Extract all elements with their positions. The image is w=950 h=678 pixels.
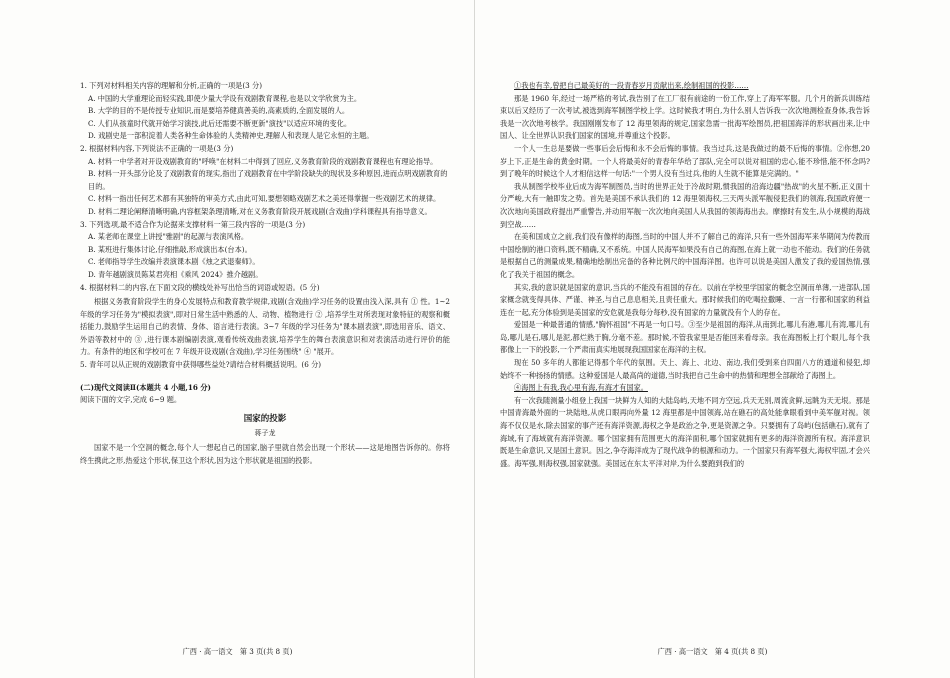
passage-paragraph: 国家不是一个空洞的概念,每个人一想起自己的国家,脑子里就自然会出现一个形状——这是地图告诉你的。你将终生携此之形,热爱这个形状,保卫这个形状,因为这个形状就是祖国的投影。 xyxy=(80,443,450,465)
passage-title: 国家的投影 xyxy=(243,413,287,424)
q5-stem: 5. 青年可以从正规的戏剧教育中获得哪些益处?请结合材料概括说明。(6 分) xyxy=(80,360,322,370)
right-page-footer: 广西 · 高一语文 第 4 页(共 8 页) xyxy=(657,647,768,656)
q3-option-c: C. 老师指导学生改编并表演课本剧《烛之武退秦师》。 xyxy=(88,257,260,267)
right-paragraph: 我从制图学校毕业后成为海军制图员,当时的世界正处于冷战时期,惯我国的沿海边疆"热战"的火星不断,正义面十分严峻,大有一触即发之势。首先是美国不承认我们的 12 海里领海权,三天两头派军舰侵犯我们的领海,我国政府便一次次地向美国政府提出严重警告,并动用军舰一次次地向美国人从我国的领海海出去。摩擦时有发生,从小规模的海战到空战…… xyxy=(500,181,870,229)
left-column xyxy=(80,80,450,467)
q1-option-b: B. 大学的目的不是传授专业知识,而是要培养健真善美的,高素质的,全面发展的人。 xyxy=(88,106,350,116)
q3-option-b: B. 某班进行集体讨论,仔细推敲,形成演出本(台本)。 xyxy=(88,244,252,254)
q2-option-d: D. 材料二理论阐释清晰明确,内容框架条理清晰,对在义务教育阶段开展戏剧(含戏曲)学科课程具有指导意义。 xyxy=(88,206,432,216)
right-paragraph: 一个人一生总是要做一些事后会后悔和永不会后悔的事情。我当过兵,这是我做过的最不后悔的事情。②你想,20 岁上下,正是生命的黄金时期。一个人将最美好的青春年华给了部队,完全可以说对祖国的忠心,能不珍惜,能不怀念吗?到了晚年的时候这个人才相信这样一句话:"一个男人没有当过兵,他的人生就不能算是完满的。" xyxy=(500,143,870,179)
right-column xyxy=(500,80,870,470)
q2-option-b: B. 材料一开头部分论及了戏剧教育的现实,指出了戏剧教育在中学阶段缺失的现状及多种原因,进而点明戏剧教育的目的。 xyxy=(88,169,448,191)
q4-passage: 根据义务教育阶段学生的身心发展特点和教育教学规律,戏剧(含戏曲)学习任务的设置由浅入深,具有 ① 性。1~2 年级的学习任务为"模拟表演",即对日常生活中熟悉的人、动物、植物进行 ② ,培养学生对所表现对象特征的观察和概括能力,鼓励学生运用自己的表情、身体、语言进行表演。3~7 年级的学习任务为"课本剧表演",即选用音乐、语文、外语等教材中的 ③ ,进行课本剧编剧表演,观看传统戏曲表演,培养学生的舞台表演意识和对表演活动进行评价的能力。有条件的地区和学校可在 7 年级开设戏剧(含戏曲),学习任务围绕" ④ "展开。 xyxy=(80,297,450,357)
q2-option-c: C. 材料一指出任何艺术都有其独特的审美方式,由此可知,要想领略戏剧艺术之美还得掌握一些戏剧艺术的规律。 xyxy=(88,194,441,204)
q3-stem: 3. 下列选项,最不适合作为论据来支撑材料一第三段内容的一项是(3 分) xyxy=(80,219,306,229)
passage-author: 蒋子龙 xyxy=(254,429,276,438)
q2-stem: 2. 根据材料内容,下列说法不正确的一项是(3 分) xyxy=(80,143,234,153)
q2-option-a: A. 材料一中学者对开设戏剧教育的"呼唤"在材料二中得到了回应,义务教育阶段的戏剧教育课程也有理论指导。 xyxy=(88,156,438,166)
q1-stem: 1. 下列对材料相关内容的理解和分析,正确的一项是(3 分) xyxy=(80,81,263,90)
right-paragraph: 其实,我的意识就是国家的意识,当兵的不能没有祖国的存在。以前在学校里学国家的概念空洞而单薄,一进部队,国家概念就变得具体、严谨、神圣,与自己息息相关,且责任重大。那时候我们的吃喝拉撒睡、一言一行都和国家的利益连在一起,充分体验到是美国家的安危就是我每分每秒,没有国家的力量就没有个人的存在。 xyxy=(500,282,870,317)
right-paragraph: 现在 50 多年的人都能记得那个年代的氛围。天上、海上、北边、南边,我们受到来自四面八方的通道和侵犯,却始终不一种扬扬的情感。这种爱国是人最高尚的道德,当时我把自己生命中的热情和理想全部献给了海图上。 xyxy=(500,358,870,380)
right-paragraph: 爱国是一种最普通的情感,"胸怀祖国"不再是一句口号。③至少是祖国的海洋,从南到北,哪儿有港,哪儿有湾,哪儿有岛,哪儿是石,哪儿是泥,都烂熟于胸,分毫不差。那时候,不管我家里是否能回来看母亲。我在海图板上打个眼儿,每个我都像上一下的投影,一个严肃而真实地展现我国国家在海洋的主权。 xyxy=(500,320,870,355)
q3-option-a: A. 某老师在课堂上讲授"雅剧"的起源与表演风格。 xyxy=(88,232,249,242)
right-paragraph: 有一次我随测量小组登上我国一块鲜为人知的大陆岛屿,天地不同方空远,兵天无别,周流贪鲜,远眺为天无垠。那是中国青海最外面的一块陆地,从虎口眼再向外量 12 海里都是中国领海,站在礁石的高处能拿眼看到中美军舰对视。领海不仅仅是水,除去国家的事产还有海洋资源,海权之争是政治之争,更是资源之争。只要拥有了岛屿(包括礁石),就有了海域,有了海域就有海洋资源。哪个国家拥有范围更大的海洋面积,哪个国家就拥有更多的海洋资源所有权。海洋意识既是生命意识,又是国土意识。因之,争夺海洋成为了现代战争的根源和动力。一个国家只有海军强大,海权牢固,才会兴盛。海军强,则海权强,国家就强。美国远在东太平洋对岸,为什么要跑到我们的 xyxy=(500,395,870,468)
right-paragraph: ④海图上有我,我心里有海,有海才有国家。 xyxy=(514,383,648,393)
q1-option-a: A. 中国的大学重理论而轻实践,即使少量大学设有戏剧教育课程,也是以文学欣赏为主。 xyxy=(88,93,362,103)
section-instruction: 阅读下面的文字,完成 6~9 题。 xyxy=(80,395,182,405)
right-paragraph: ①我也有幸,曾把自己最美好的一段青春岁月贡献出来,绘制祖国的投影…… xyxy=(514,81,749,90)
q1-option-d: D. 戏剧史是一部积淀着人类各种生命体验的人类精神史,理解人和表现人是它永恒的主题。 xyxy=(88,131,374,141)
left-page-footer: 广西 · 高一语文 第 3 页(共 8 页) xyxy=(182,647,293,656)
q1-option-c: C. 人们从孩童时代就开始学习演技,此后还需要不断更新"演技"以适应环境的变化。 xyxy=(88,118,352,128)
right-paragraph: 那是 1960 年,经过一场严格的考试,我告别了在工厂很有前途的一份工作,穿上了海军军服。几个月的新兵训练结束以后又经历了一次考试,被选到海军制图学校上学。这时候我才明白,为什么别人告诉我一次次地测检查身体,我告诉我是一次次地考核学。我国刚刚发布了 12 海里领海的规定,国家急需一批海军绘图员,把祖国海洋的形状画出来,让中国人、让全世界认识我们国家的国境,并尊重这个投影。 xyxy=(500,93,870,141)
q4-stem: 4. 根据材料二的内容,在下面文段的横线处补写出恰当的词语或短语。(5 分) xyxy=(80,282,320,292)
right-paragraph: 在美和国成立之前,我们没有像样的海图,当时的中国人并不了解自己的海洋,只有一些外国海军来华期间为传教而中国绘制的港口资料,既不精确,又不系统。中国人民海军如果没有自己的海图,在海上就一动也不能动。我们的任务就是根据自己的测量成果,精确地绘制出完备的各种比例尺的中国海洋图。也许可以说是美国人激发了我的爱国热情,强化了我关于祖国的概念。 xyxy=(500,232,870,279)
section-heading: (二)现代文阅读Ⅱ(本题共 4 小题,16 分) xyxy=(80,382,211,392)
q3-option-d: D. 青年越剧演员陈某君亮相《乘风 2024》推介越剧。 xyxy=(88,269,263,279)
